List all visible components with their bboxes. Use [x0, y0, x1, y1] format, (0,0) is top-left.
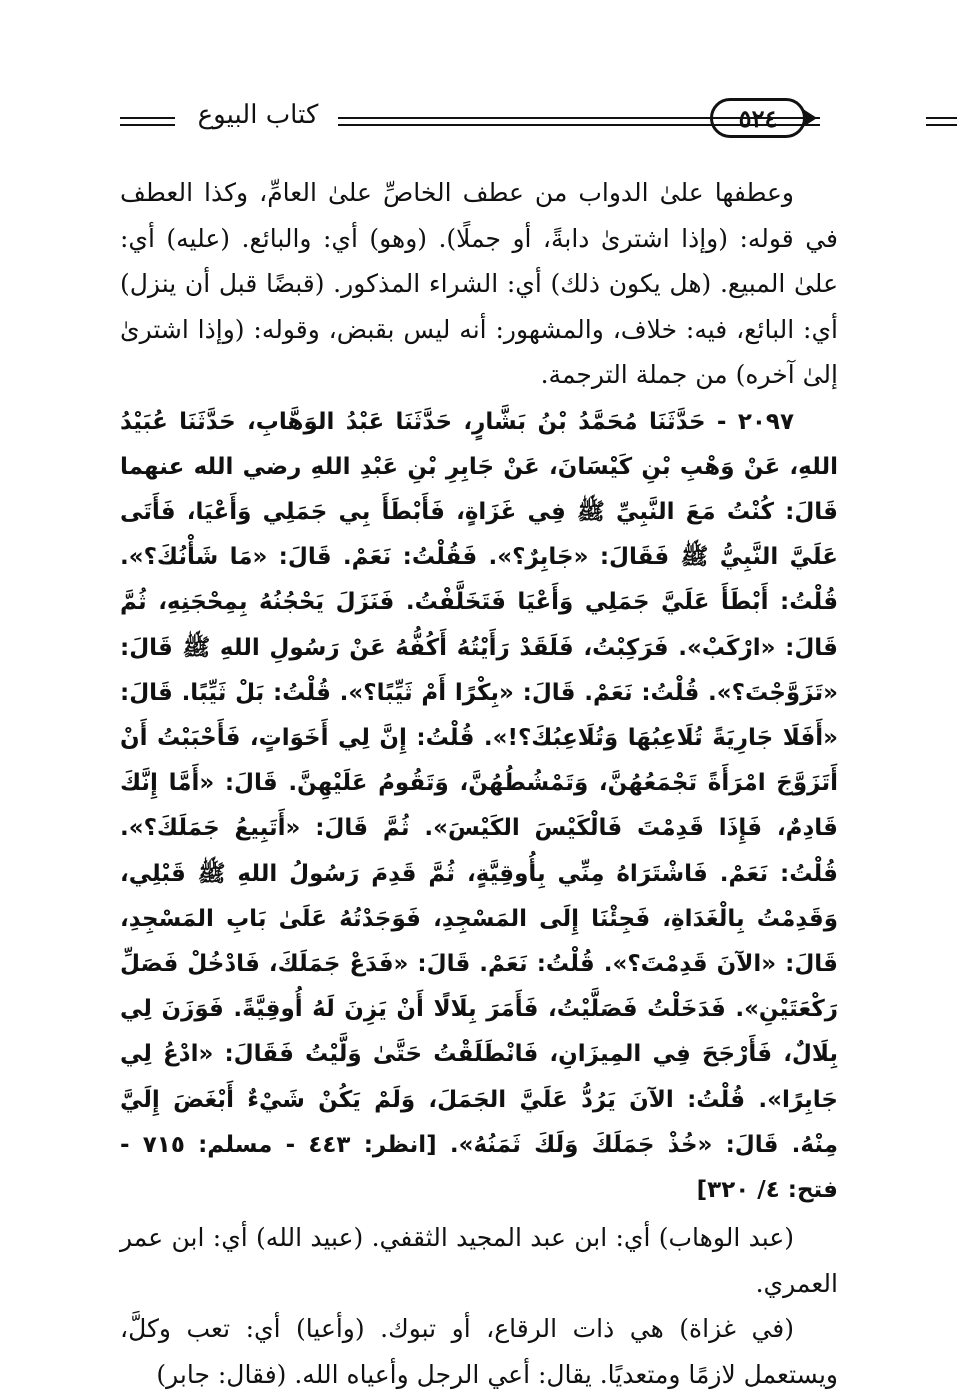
page-body: [120, 170, 838, 1397]
commentary-paragraph-2: (عبد الوهاب) أي: ابن عبد المجيد الثقفي. (عبيد الله) أي: ابن عمر العمري.: [120, 1223, 838, 1298]
header-rule-right: [926, 117, 957, 119]
page-header: [120, 98, 838, 148]
book-title: كتاب البيوع: [197, 100, 319, 130]
commentary-paragraph-3: (في غزاة) هي ذات الرقاع، أو تبوك. (وأعيا) أي: تعب وكلَّ، ويستعمل لازمًا ومتعديًا. يقال: أعي الرجل وأعياه الله. (فقال: جابر): [120, 1314, 838, 1389]
hadith-paragraph: [120, 400, 838, 1214]
hadith-text: ٢٠٩٧ - حَدَّثَنَا مُحَمَّدُ بْنُ بَشَّارٍ، حَدَّثَنَا عَبْدُ الوَهَّابِ، حَدَّثَنَا عُبَيْدُ اللهِ، عَنْ وَهْبِ بْنِ كَيْسَانَ، عَنْ جَابِرِ بْنِ عَبْدِ اللهِ رضي الله عنهما قَالَ: كُنْتُ مَعَ النَّبِيِّ ﷺ فِي غَزَاةٍ، فَأَبْطَأَ بِي جَمَلِي وَأَعْيَا، فَأَتَى عَلَيَّ النَّبِيُّ ﷺ فَقَالَ: «جَابِرٌ؟». فَقُلْتُ: نَعَمْ. قَالَ: «مَا شَأْنُكَ؟». قُلْتُ: أَبْطَأَ عَلَيَّ جَمَلِي وَأَعْيَا فَتَخَلَّفْتُ. فَنَزَلَ يَحْجُنُهُ بِمِحْجَنِهِ، ثُمَّ قَالَ: «ارْكَبْ». فَرَكِبْتُ، فَلَقَدْ رَأَيْتُهُ أَكُفُّهُ عَنْ رَسُولِ اللهِ ﷺ قَالَ: «تَزَوَّجْتَ؟». قُلْتُ: نَعَمْ. قَالَ: «بِكْرًا أَمْ ثَيِّبًا؟». قُلْتُ: بَلْ ثَيِّبًا. قَالَ: «أَفَلَا جَارِيَةً تُلَاعِبُهَا وَتُلَاعِبُكَ؟!». قُلْتُ: إِنَّ لِي أَخَوَاتٍ، فَأَحْبَبْتُ أَنْ أَتَزَوَّجَ امْرَأَةً تَجْمَعُهُنَّ، وَتَمْشُطُهُنَّ، وَتَقُومُ عَلَيْهِنَّ. قَالَ: «أَمَّا إِنَّكَ قَادِمٌ، فَإِذَا قَدِمْتَ فَالْكَيْسَ الكَيْسَ». ثُمَّ قَالَ: «أَتَبِيعُ جَمَلَكَ؟». قُلْتُ: نَعَمْ. فَاشْتَرَاهُ مِنِّي بِأُوقِيَّةٍ، ثُمَّ قَدِمَ رَسُولُ اللهِ ﷺ قَبْلِي، وَقَدِمْتُ بِالْغَدَاةِ، فَجِئْنَا إِلَى المَسْجِدِ، فَوَجَدْتُهُ عَلَىٰ بَابِ المَسْجِدِ، قَالَ: «الآنَ قَدِمْتَ؟». قُلْتُ: نَعَمْ. قَالَ: «فَدَعْ جَمَلَكَ، فَادْخُلْ فَصَلِّ رَكْعَتَيْنِ». فَدَخَلْتُ فَصَلَّيْتُ، فَأَمَرَ بِلَالًا أَنْ يَزِنَ لَهُ أُوقِيَّةً. فَوَزَنَ لِي بِلَالٌ، فَأَرْجَحَ فِي المِيزَانِ، فَانْطَلَقْتُ حَتَّىٰ وَلَّيْتُ فَقَالَ: «ادْعُ لِي جَابِرًا». قُلْتُ: الآنَ يَرُدُّ عَلَيَّ الجَمَلَ، وَلَمْ يَكُنْ شَيْءٌ أَبْغَضَ إِلَيَّ مِنْهُ. قَالَ: «خُذْ جَمَلَكَ وَلَكَ ثَمَنُهُ».: [120, 408, 838, 1158]
page-number: ٥٢٤: [710, 98, 806, 138]
hadith-reference: [انظر: ٤٤٣ - مسلم: ٧١٥ - فتح: ٤/ ٣٢٠]: [120, 1131, 838, 1203]
header-rule-left: [120, 117, 175, 119]
commentary-paragraph-1: وعطفها علىٰ الدواب من عطف الخاصِّ علىٰ العامِّ، وكذا العطف في قوله: (وإذا اشترىٰ دابةً، أو جملًا). (وهو) أي: والبائع. (عليه) أي: علىٰ المبيع. (هل يكون ذلك) أي: الشراء المذكور. (قبضًا قبل أن ينزل) أي: البائع، فيه: خلاف، والمشهور: أنه ليس بقبض، وقوله: (وإذا اشترىٰ إلىٰ آخره) من جملة الترجمة.: [120, 178, 838, 389]
page-number-ornament: [803, 109, 817, 127]
